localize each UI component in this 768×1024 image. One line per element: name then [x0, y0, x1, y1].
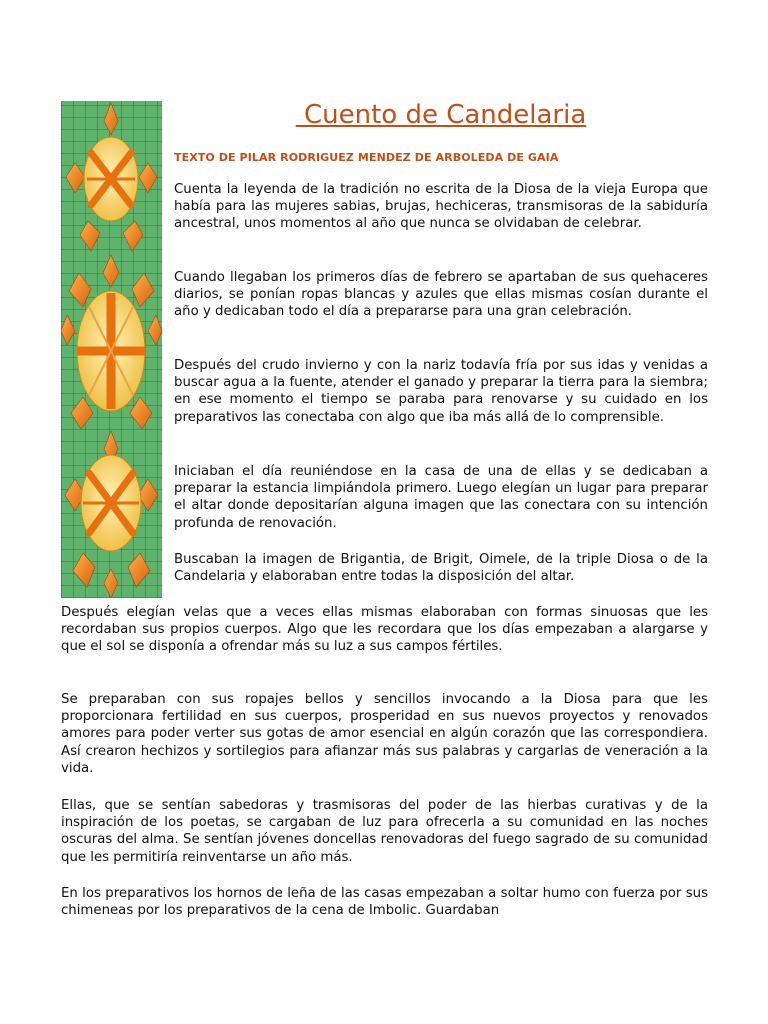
paragraph-8: Ellas, que se sentían sabedoras y trasmisoras del poder de las hierbas curativas y de la inspiración de los poetas, se cargaban de luz para ofrecerla a su comunidad en las noches oscuras del alma. Se sentían jóvenes doncellas renovadoras del fuego sagrado de su comunidad que les permitiría reinventarse un año más.	[61, 798, 708, 865]
brigid-cross-ornament-icon	[65, 431, 158, 598]
author-line: TEXTO DE PILAR RODRIGUEZ MENDEZ DE ARBOLEDA DE GAIA	[174, 151, 559, 164]
paragraph-5: Buscaban la imagen de Brigantia, de Brigit, Oimele, de la triple Diosa o de la Candelaria y elaboraban entre todas la disposición del altar.	[174, 552, 708, 585]
document-title: Cuento de Candelaria	[295, 100, 587, 130]
brigid-cross-ornament-icon	[66, 103, 157, 251]
paragraph-6: Después elegían velas que a veces ellas mismas elaboraban con formas sinuosas que les recordaban sus propios cuerpos. Algo que les recordara que los días empezaban a alargarse y que el sol se disponía a ofrendar más su luz a sus campos fértiles.	[61, 605, 708, 655]
paragraph-3: Después del crudo invierno y con la nariz todavía fría por sus idas y venidas a buscar agua a la fuente, atender el ganado y preparar la tierra para la siembra; en ese momento el tiempo se paraba para renovarse y su cuidado en los preparativos las conectaba con algo que iba más allá de lo comprensible.	[174, 358, 708, 425]
paragraph-9: En los preparativos los hornos de leña de las casas empezaban a soltar humo con fuerza por sus chimeneas por los preparativos de la cena de Imbolic. Guardaban	[61, 886, 708, 919]
paragraph-2: Cuando llegaban los primeros días de febrero se apartaban de sus quehaceres diarios, se ponían ropas blancas y azules que ellas mismas cosían durante el año y dedicaban todo el día a prepararse para una gran celebración.	[174, 270, 708, 320]
brigid-cross-ornaments	[61, 101, 162, 598]
paragraph-7: Se preparaban con sus ropajes bellos y sencillos invocando a la Diosa para que les proporcionara fertilidad en sus cuerpos, prosperidad en sus nuevos proyectos y renovados amores para poder verter sus gotas de amor esencial en algún corazón que las correspondiera. Así crearon hechizos y sortilegios para afianzar más sus palabras y cargarlas de veneración a la vida.	[61, 692, 708, 776]
brigid-cross-ornament-icon	[61, 255, 162, 429]
paragraph-1: Cuenta la leyenda de la tradición no escrita de la Diosa de la vieja Europa que había para las mujeres sabias, brujas, hechiceras, transmisoras de la sabiduría ancestral, unos momentos al año que nunca se olvidaban de celebrar.	[174, 182, 708, 232]
decorative-border-panel	[61, 101, 162, 598]
paragraph-4: Iniciaban el día reuniéndose en la casa de una de ellas y se dedicaban a preparar la estancia limpiándola primero. Luego elegían un lugar para preparar el altar donde depositarían alguna imagen que las conectara con su intención profunda de renovación.	[174, 464, 708, 531]
